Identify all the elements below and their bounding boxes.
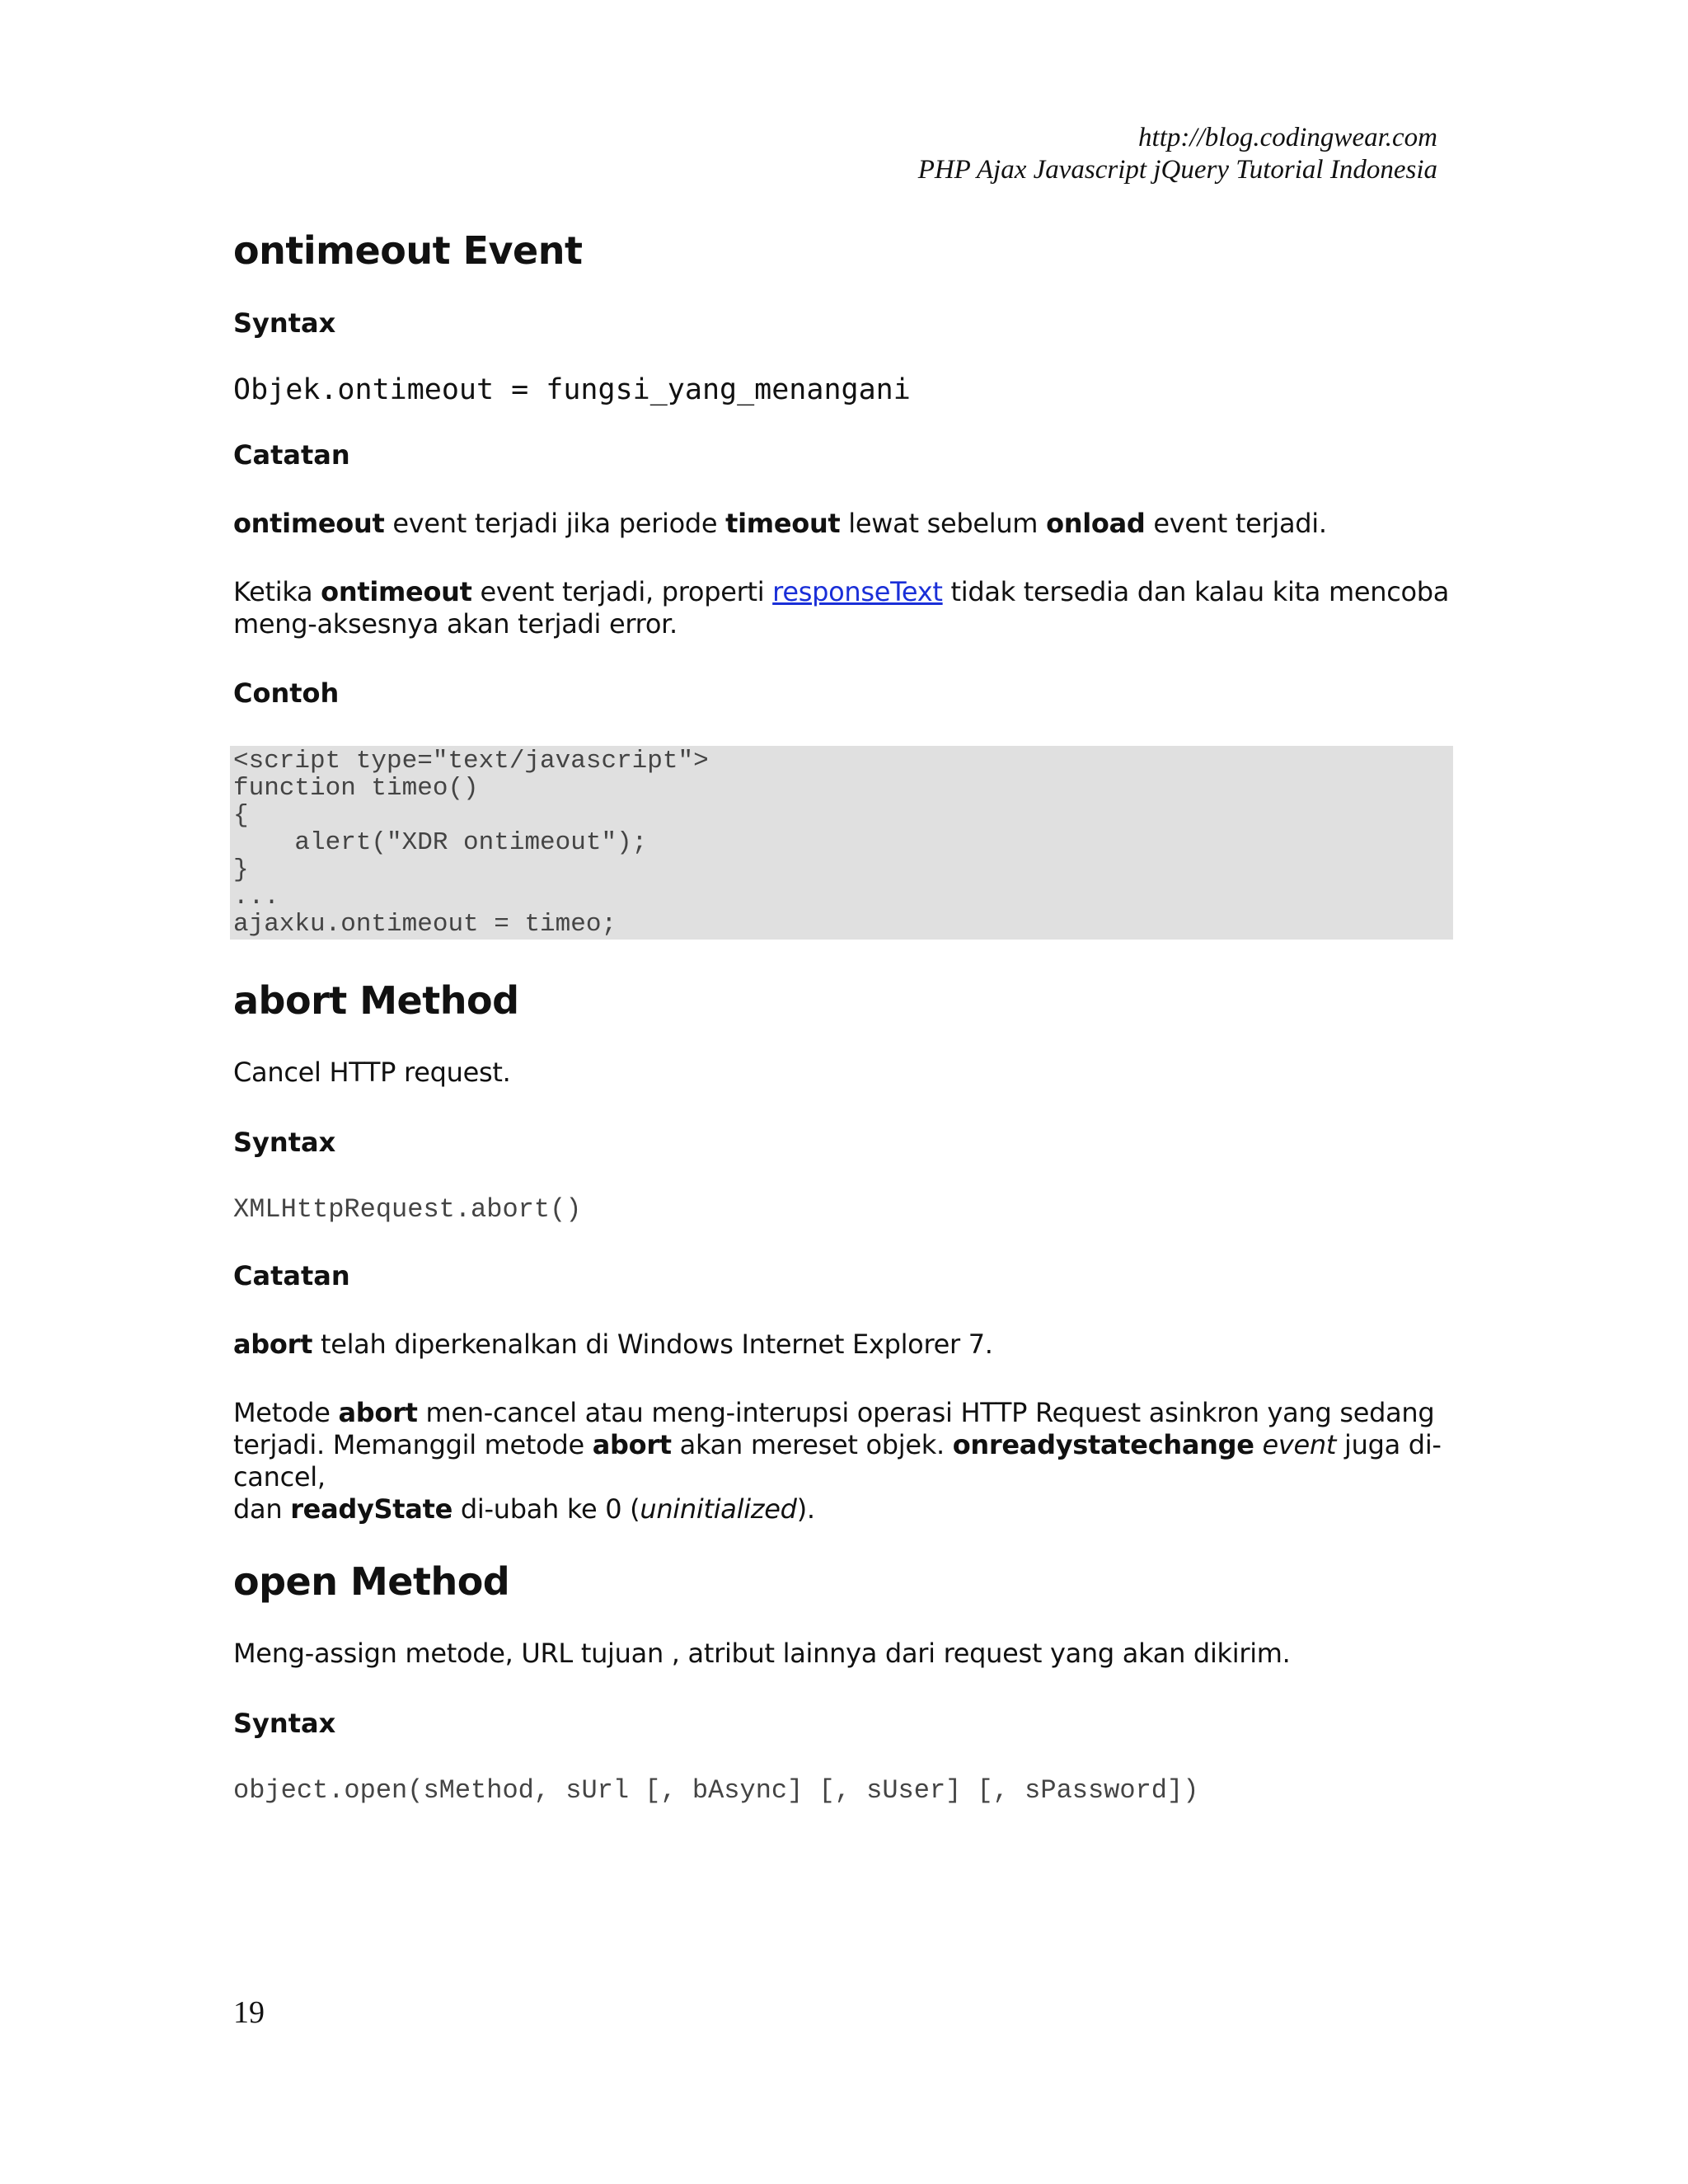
- abort-description: Cancel HTTP request.: [233, 1057, 511, 1088]
- responsetext-link[interactable]: responseText: [772, 576, 943, 607]
- page-header: [918, 122, 1437, 186]
- syntax-label: Syntax: [233, 307, 336, 339]
- bold-term: readyState: [290, 1493, 452, 1525]
- header-subtitle: PHP Ajax Javascript jQuery Tutorial Indonesia: [917, 155, 1437, 185]
- bold-term: abort: [592, 1429, 672, 1460]
- notes-label: Catatan: [233, 439, 350, 471]
- text-run: di-ubah ke 0 (: [452, 1493, 640, 1525]
- bold-term: ontimeout: [233, 508, 385, 539]
- text-run: event terjadi.: [1145, 508, 1327, 539]
- bold-term: onreadystatechange: [952, 1429, 1254, 1460]
- syntax-code: Objek.ontimeout = fungsi_yang_menangani: [233, 373, 911, 406]
- text-run: lewat sebelum: [840, 508, 1047, 539]
- text-run: telah diperkenalkan di Windows Internet Explorer 7.: [312, 1329, 993, 1360]
- page-content: [233, 227, 1453, 1806]
- section-title-ontimeout: ontimeout Event: [233, 228, 583, 273]
- section-abort: [233, 977, 1453, 1526]
- note-paragraph: [233, 1329, 1453, 1361]
- example-label: Contoh: [233, 677, 340, 709]
- syntax-label: Syntax: [233, 1708, 336, 1739]
- bold-term: abort: [338, 1397, 418, 1428]
- text-run: tidak tersedia dan kalau kita mencoba: [942, 576, 1450, 607]
- note-paragraph: [233, 508, 1453, 540]
- text-run: [1254, 1429, 1263, 1460]
- text-run: akan mereset objek.: [671, 1429, 953, 1460]
- example-code-block: <script type="text/javascript"> function timeo() { alert("XDR ontimeout"); } ... ajaxku.ontimeout = timeo;: [230, 746, 1453, 940]
- text-run: terjadi. Memanggil metode: [233, 1429, 593, 1460]
- syntax-label: Syntax: [233, 1127, 336, 1158]
- section-open: [233, 1558, 1453, 1806]
- text-run: dan: [233, 1493, 291, 1525]
- syntax-code: object.open(sMethod, sUrl [, bAsync] [, sUser] [, sPassword]): [233, 1775, 1199, 1806]
- note-paragraph: [233, 576, 1453, 640]
- section-ontimeout: [233, 227, 1453, 940]
- text-run: event terjadi, properti: [471, 576, 773, 607]
- bold-term: onload: [1046, 508, 1146, 539]
- text-run: meng-aksesnya akan terjadi error.: [233, 608, 678, 640]
- bold-term: timeout: [725, 508, 841, 539]
- bold-term: abort: [233, 1329, 313, 1360]
- bold-term: ontimeout: [321, 576, 472, 607]
- italic-term: event: [1262, 1429, 1337, 1460]
- text-run: ).: [796, 1493, 815, 1525]
- header-url: http://blog.codingwear.com: [1138, 123, 1437, 152]
- text-run: men-cancel atau meng-interupsi operasi HTTP Request asinkron yang sedang: [417, 1397, 1435, 1428]
- section-title-open: open Method: [233, 1559, 510, 1604]
- syntax-code: XMLHttpRequest.abort(): [233, 1194, 582, 1225]
- text-run: Ketika: [233, 576, 321, 607]
- section-title-abort: abort Method: [233, 978, 519, 1023]
- note-paragraph: [233, 1397, 1453, 1526]
- page-number: 19: [233, 1995, 265, 2030]
- italic-term: uninitialized: [640, 1493, 797, 1525]
- text-run: juga di-cancel,: [233, 1429, 1442, 1493]
- text-run: Metode: [233, 1397, 339, 1428]
- notes-label: Catatan: [233, 1260, 350, 1291]
- open-description: Meng-assign metode, URL tujuan , atribut lainnya dari request yang akan dikirim.: [233, 1638, 1291, 1669]
- text-run: event terjadi jika periode: [384, 508, 726, 539]
